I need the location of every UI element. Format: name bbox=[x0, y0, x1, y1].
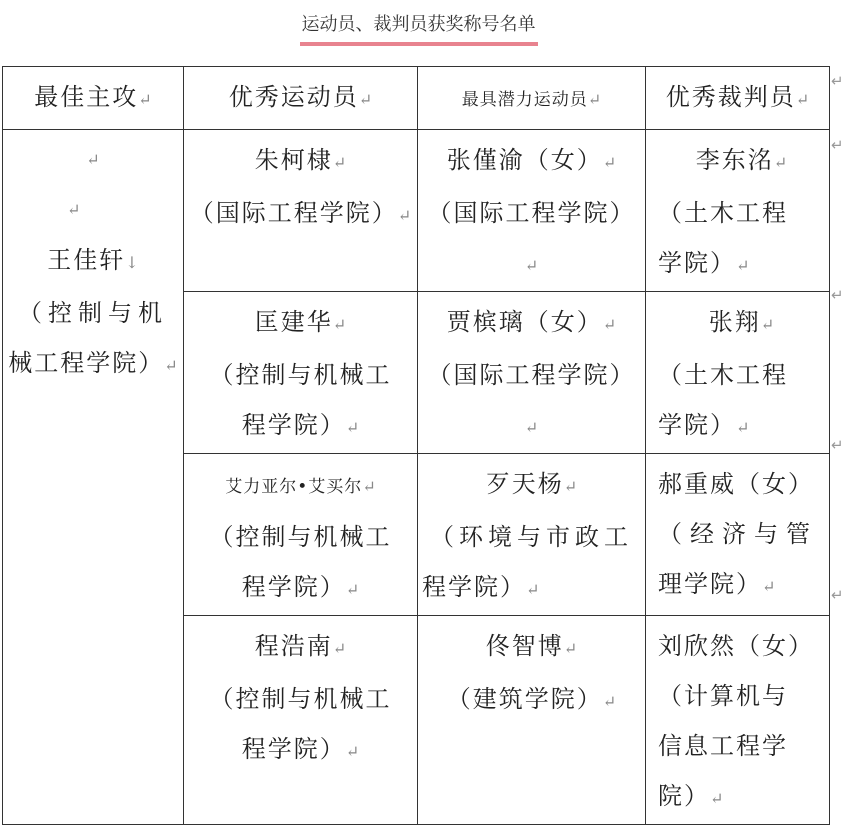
athlete-name: 艾力亚尔•艾买尔 bbox=[225, 477, 363, 497]
referee-college-line-1: （土木工程 bbox=[658, 361, 788, 389]
potential-college: （建筑学院） bbox=[446, 685, 603, 713]
referee-college-line-2: 理学院） bbox=[658, 570, 762, 598]
referee-college-line-2: 信息工程学 bbox=[658, 732, 788, 760]
athlete-name: 朱柯棣 bbox=[254, 146, 333, 174]
end-of-row-mark: ↵ bbox=[831, 286, 844, 304]
table-header-row bbox=[3, 67, 830, 130]
referee-name: 郝重威（女） bbox=[658, 470, 814, 498]
athlete-college-line-2: 程学院） bbox=[241, 573, 346, 601]
athlete-name: 匡建华 bbox=[254, 308, 333, 336]
header-outstanding-referee: 优秀裁判员↵ bbox=[646, 67, 830, 130]
potential-college: （国际工程学院） bbox=[427, 361, 636, 389]
potential-name: 歹天杨 bbox=[485, 470, 564, 498]
referee-college-line-2: 学院） bbox=[658, 411, 736, 439]
athlete-cell: 艾力亚尔•艾买尔↵ （控制与机械工 程学院）↵ bbox=[184, 454, 418, 616]
athlete-name: 程浩南 bbox=[254, 632, 333, 660]
referee-cell: 刘欣然（女） （计算机与 信息工程学 院）↵ bbox=[646, 616, 830, 825]
referee-college-line-1: （土木工程 bbox=[658, 199, 788, 227]
end-of-row-mark: ↵ bbox=[831, 436, 844, 454]
athlete-college-line-1: （控制与机械工 bbox=[209, 685, 392, 713]
potential-name: 张僅渝（女） bbox=[446, 146, 603, 174]
athlete-cell: 匡建华↵ （控制与机械工 程学院）↵ bbox=[184, 292, 418, 454]
athlete-cell: 朱柯棣↵ （国际工程学院）↵ bbox=[184, 130, 418, 292]
referee-cell: 郝重威（女） （经济与管 理学院）↵ bbox=[646, 454, 830, 616]
best-spiker-name: 王佳轩↓ bbox=[47, 246, 139, 274]
athlete-college-line-1: （控制与机械工 bbox=[209, 361, 392, 389]
athlete-college: （国际工程学院） bbox=[189, 199, 398, 227]
header-best-spiker: 最佳主攻↵ bbox=[3, 67, 184, 130]
potential-cell: 歹天杨↵ （环境与市政工 程学院）↵ bbox=[418, 454, 646, 616]
referee-name: 李东洺 bbox=[695, 146, 774, 174]
best-spiker-cell: ↵ ↵ 王佳轩↓ （控制与机 械工程学院）↵ bbox=[3, 130, 184, 825]
potential-name: 佟智博 bbox=[485, 632, 564, 660]
referee-college-line-3: 院） bbox=[658, 782, 710, 810]
end-of-row-mark: ↵ bbox=[831, 136, 844, 154]
potential-cell: 贾槟璃（女）↵ （国际工程学院）↵ bbox=[418, 292, 646, 454]
referee-college-line-2: 学院） bbox=[658, 249, 736, 277]
potential-college-line-2: 程学院） bbox=[422, 573, 526, 601]
end-of-row-mark: ↵ bbox=[831, 72, 844, 90]
best-spiker-college-line-1: （控制与机 bbox=[18, 299, 168, 327]
potential-college: （国际工程学院） bbox=[427, 199, 636, 227]
potential-name: 贾槟璃（女） bbox=[446, 308, 603, 336]
referee-college-line-1: （经济与管 bbox=[658, 520, 818, 548]
potential-cell: 佟智博↵ （建筑学院）↵ bbox=[418, 616, 646, 825]
award-roster-table bbox=[2, 66, 830, 825]
table-row bbox=[3, 130, 830, 292]
header-most-potential-athlete: 最具潜力运动员↵ bbox=[418, 67, 646, 130]
athlete-college-line-1: （控制与机械工 bbox=[209, 523, 392, 551]
potential-cell: 张僅渝（女）↵ （国际工程学院）↵ bbox=[418, 130, 646, 292]
athlete-college-line-2: 程学院） bbox=[241, 735, 346, 763]
referee-cell: 张翔↵ （土木工程 学院）↵ bbox=[646, 292, 830, 454]
referee-cell: 李东洺↵ （土木工程 学院）↵ bbox=[646, 130, 830, 292]
athlete-college-line-2: 程学院） bbox=[241, 411, 346, 439]
header-outstanding-athlete: 优秀运动员↵ bbox=[184, 67, 418, 130]
end-of-row-mark: ↵ bbox=[831, 586, 844, 604]
title-wrapper bbox=[0, 10, 837, 46]
referee-college-line-1: （计算机与 bbox=[658, 682, 788, 710]
document-title: 运动员、裁判员获奖称号名单 bbox=[300, 10, 538, 46]
athlete-cell: 程浩南↵ （控制与机械工 程学院）↵ bbox=[184, 616, 418, 825]
referee-name: 张翔 bbox=[708, 308, 761, 336]
best-spiker-college-line-2: 械工程学院）↵ bbox=[8, 349, 178, 377]
referee-name: 刘欣然（女） bbox=[658, 632, 814, 660]
potential-college-line-1: （环境与市政工 bbox=[430, 523, 633, 551]
